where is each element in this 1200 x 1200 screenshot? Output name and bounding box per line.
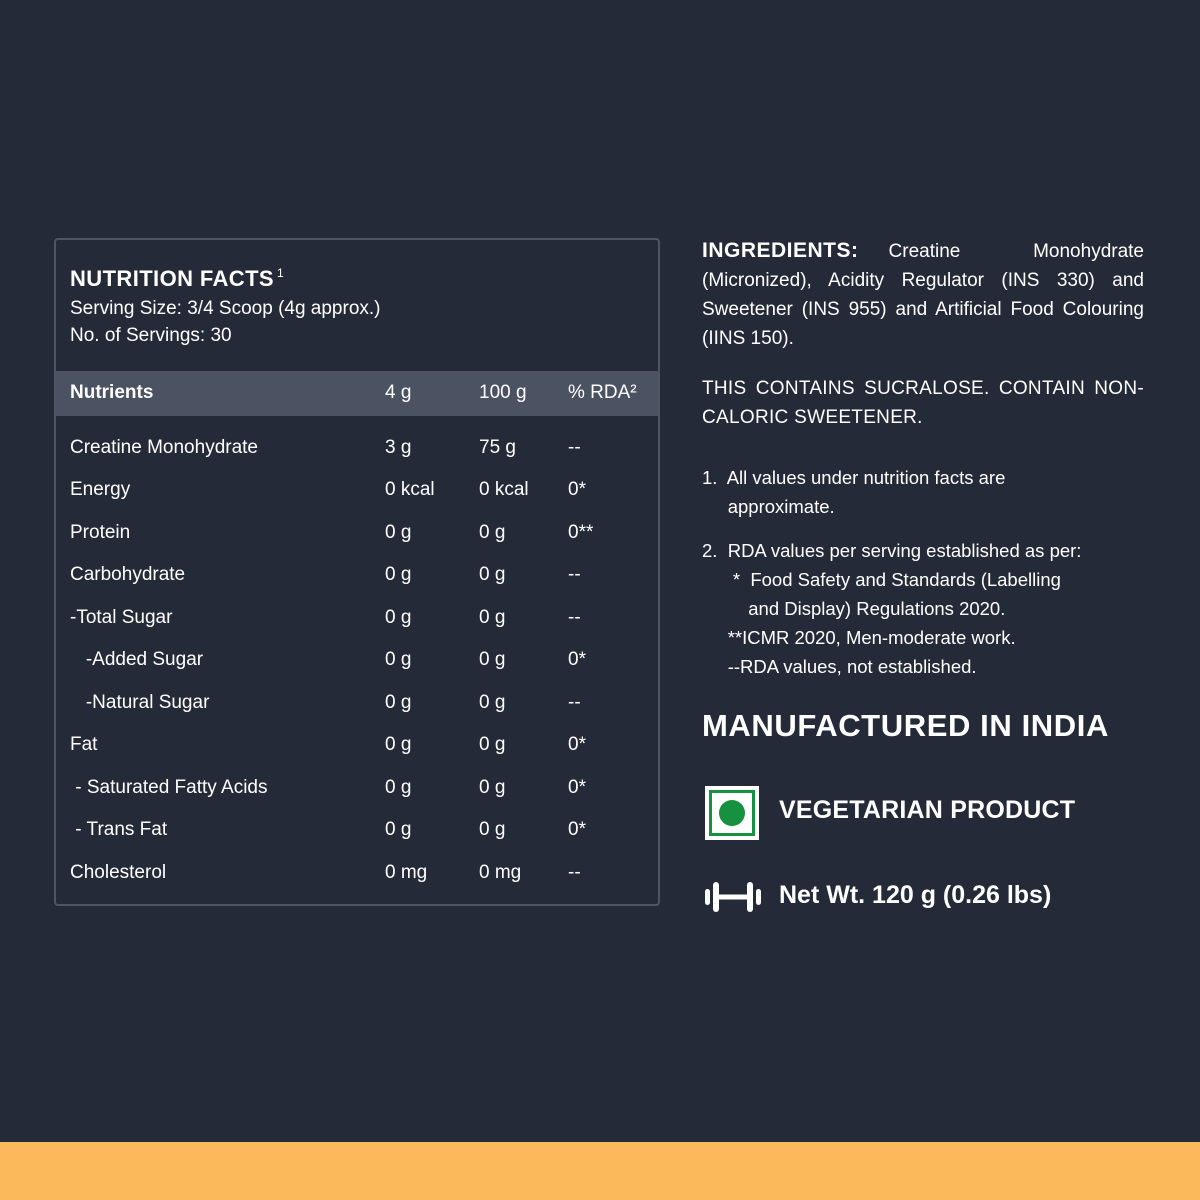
table-row — [56, 564, 658, 604]
footnote-line: * Food Safety and Standards (Labelling — [702, 569, 1061, 590]
per-serving-value: 0 g — [385, 564, 412, 585]
nutrient-name: -Natural Sugar — [70, 692, 210, 713]
table-row — [56, 522, 658, 562]
per-serving-value: 0 g — [385, 692, 412, 713]
table-row — [56, 862, 658, 902]
ingredients-text: Creatine Monohydrate (Micronized), Acidity Regulator (INS 330) and Sweetener (INS 955) and Artificial Food Colouring (IINS 150). — [702, 241, 1144, 349]
per-serving-value: 0 g — [385, 777, 412, 798]
footnote-line: approximate. — [702, 496, 835, 517]
header-per-100g: 100 g — [479, 382, 527, 403]
nutrient-name: Cholesterol — [70, 862, 167, 883]
nutrient-name: Energy — [70, 479, 131, 500]
per-serving-value: 0 g — [385, 819, 412, 840]
footnote-line: **ICMR 2020, Men-moderate work. — [702, 627, 1016, 648]
rda-value: 0* — [568, 649, 586, 670]
title-footnote-ref: 1 — [277, 266, 285, 280]
ingredients-block — [702, 236, 1144, 353]
nutrient-name: -Added Sugar — [70, 649, 204, 670]
rda-value: -- — [568, 564, 581, 585]
footer-band — [0, 1142, 1200, 1200]
rda-value: 0* — [568, 777, 586, 798]
table-row — [56, 649, 658, 689]
nutrition-facts-panel — [54, 238, 660, 906]
nutrient-name: - Saturated Fatty Acids — [70, 777, 268, 798]
per-serving-value: 0 g — [385, 607, 412, 628]
per-100g-value: 0 g — [479, 777, 506, 798]
manufactured-in-india: MANUFACTURED IN INDIA — [702, 708, 1109, 743]
per-serving-value: 0 g — [385, 522, 412, 543]
per-100g-value: 0 kcal — [479, 479, 529, 500]
nutrient-name: Protein — [70, 522, 131, 543]
nutrient-name: Creatine Monohydrate — [70, 437, 258, 458]
footnote-line: --RDA values, not established. — [702, 656, 977, 677]
per-100g-value: 0 g — [479, 692, 506, 713]
table-row — [56, 734, 658, 774]
nutrient-name: Fat — [70, 734, 98, 755]
table-row — [56, 607, 658, 647]
rda-value: 0* — [568, 819, 586, 840]
rda-value: -- — [568, 607, 581, 628]
nutrient-name: - Trans Fat — [70, 819, 168, 840]
per-100g-value: 0 g — [479, 564, 506, 585]
header-nutrients: Nutrients — [70, 382, 154, 403]
nutrient-name: -Total Sugar — [70, 607, 173, 628]
footnote-line: 1. All values under nutrition facts are — [702, 467, 1006, 488]
per-100g-value: 0 g — [479, 522, 506, 543]
per-100g-value: 0 g — [479, 819, 506, 840]
per-100g-value: 0 g — [479, 734, 506, 755]
rda-value: 0** — [568, 522, 594, 543]
per-serving-value: 0 g — [385, 734, 412, 755]
table-row — [56, 692, 658, 732]
table-row — [56, 777, 658, 817]
dumbbell-icon — [704, 880, 762, 914]
header-rda: % RDA² — [568, 382, 637, 403]
per-serving-value: 0 kcal — [385, 479, 435, 500]
per-100g-value: 0 mg — [479, 862, 522, 883]
table-row — [56, 437, 658, 477]
rda-value: -- — [568, 437, 581, 458]
servings-count: No. of Servings: 30 — [70, 325, 232, 346]
per-100g-value: 75 g — [479, 437, 516, 458]
per-serving-value: 0 g — [385, 649, 412, 670]
nutrient-name: Carbohydrate — [70, 564, 186, 585]
rda-value: 0* — [568, 479, 586, 500]
footnote-line: and Display) Regulations 2020. — [702, 598, 1006, 619]
per-serving-value: 0 mg — [385, 862, 428, 883]
table-row — [56, 479, 658, 519]
per-100g-value: 0 g — [479, 649, 506, 670]
net-weight: Net Wt. 120 g (0.26 lbs) — [779, 881, 1052, 909]
per-serving-value: 3 g — [385, 437, 412, 458]
rda-value: 0* — [568, 734, 586, 755]
vegetarian-label: VEGETARIAN PRODUCT — [779, 796, 1076, 824]
rda-value: -- — [568, 862, 581, 883]
nutrition-facts-title: NUTRITION FACTS $^1$ — [70, 266, 285, 291]
table-row — [56, 819, 658, 859]
table-header — [56, 371, 658, 416]
veg-mark-icon — [705, 786, 759, 840]
header-per-serving: 4 g — [385, 382, 412, 403]
rda-value: -- — [568, 692, 581, 713]
per-100g-value: 0 g — [479, 607, 506, 628]
ingredients-heading: INGREDIENTS: — [702, 239, 859, 262]
sucralose-note: THIS CONTAINS SUCRALOSE. CONTAIN NON-CALORIC SWEETENER. — [702, 378, 1144, 428]
serving-size: Serving Size: 3/4 Scoop (4g approx.) — [70, 298, 381, 319]
footnote-line: 2. RDA values per serving established as per: — [702, 540, 1082, 561]
